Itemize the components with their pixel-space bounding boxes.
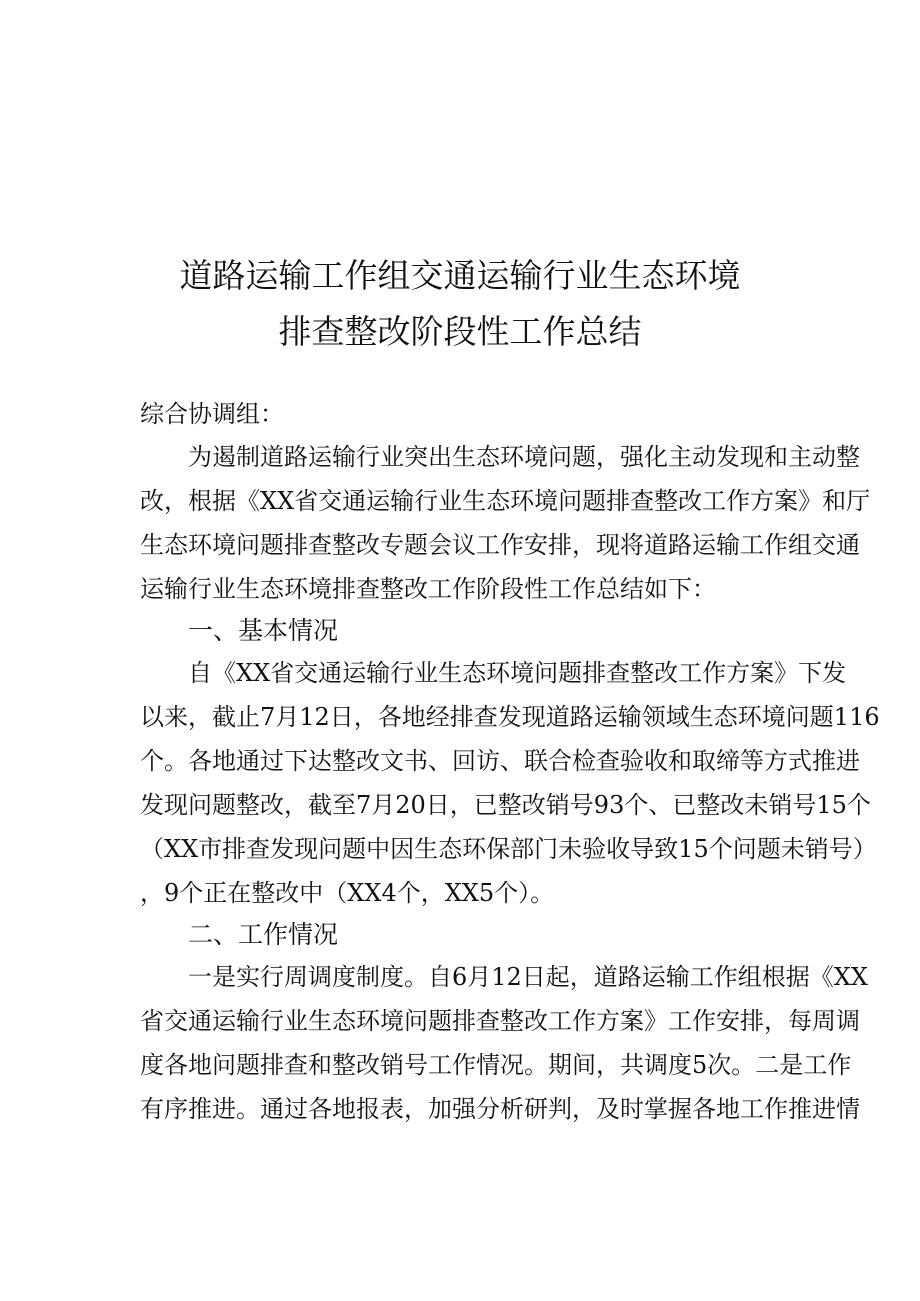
section-2-heading: 二、工作情况 xyxy=(188,920,339,949)
section-1-line-3: 个。各地通过下达整改文书、回访、联合检查验收和取缔等方式推进 xyxy=(140,747,860,775)
document-title-line-2: 排查整改阶段性工作总结 xyxy=(278,312,642,351)
section-2-line-4: 有序推进。通过各地报表，加强分析研判，及时掌握各地工作推进情 xyxy=(140,1095,860,1123)
document-title-line-1: 道路运输工作组交通运输行业生态环境 xyxy=(179,256,741,295)
intro-line-3: 生态环境问题排查整改专题会议工作安排，现将道路运输工作组交通 xyxy=(140,531,860,559)
intro-line-2: 改，根据《XX省交通运输行业生态环境问题排查整改工作方案》和厅 xyxy=(140,487,871,515)
section-1-line-1: 自《XX省交通运输行业生态环境问题排查整改工作方案》下发 xyxy=(188,659,847,687)
salutation: 综合协调组： xyxy=(140,400,284,428)
intro-line-4: 运输行业生态环境排查整改工作阶段性工作总结如下： xyxy=(140,575,716,603)
section-1-line-2: 以来，截止7月12日，各地经排查发现道路运输领域生态环境问题116 xyxy=(140,703,880,731)
section-2-line-2: 省交通运输行业生态环境问题排查整改工作方案》工作安排，每周调 xyxy=(140,1007,860,1035)
section-2-line-1: 一是实行周调度制度。自6月12日起，道路运输工作组根据《XX xyxy=(188,963,868,991)
section-1-line-6: ，9个正在整改中（XX4个，XX5个）。 xyxy=(140,879,555,907)
section-1-line-5: （XX市排查发现问题中因生态环保部门未验收导致15个问题未销号） xyxy=(140,835,877,863)
intro-line-1: 为遏制道路运输行业突出生态环境问题，强化主动发现和主动整 xyxy=(188,443,860,471)
section-1-line-4: 发现问题整改，截至7月20日，已整改销号93个、已整改未销号15个 xyxy=(140,791,871,819)
section-1-heading: 一、基本情况 xyxy=(188,616,339,645)
section-2-line-3: 度各地问题排查和整改销号工作情况。期间，共调度5次。二是工作 xyxy=(140,1051,852,1079)
